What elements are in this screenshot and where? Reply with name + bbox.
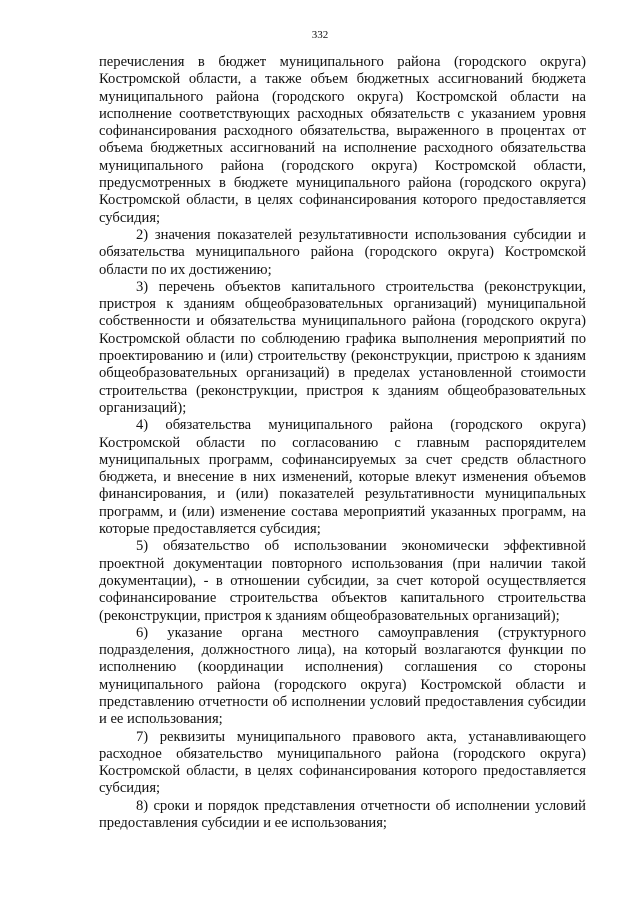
page-number: 332: [311, 29, 329, 41]
paragraph-item-2: 2) значения показателей результативности использования субсидии и обязательства муниципального района (городского округа) Костромской области по их достижению;: [99, 226, 586, 278]
paragraph-item-7: 7) реквизиты муниципального правового акта, устанавливающего расходное обязательство муниципального района (городского округа) Костромской области, в целях софинансирования которого предоставляется субсидия;: [99, 728, 586, 797]
paragraph-item-4: 4) обязательства муниципального района (городского округа) Костромской области по согласованию с главным распорядителем муниципальных программ, софинансируемых за счет средств областного бюджета, и внесение в них изменений, которые влекут изменения объемов финансирования, и (или) показателей результативности муниципальных программ, и (или) изменение состава мероприятий указанных программ, на которые предоставляется субсидия;: [99, 417, 586, 538]
document-body: [99, 54, 586, 832]
paragraph-item-8: 8) сроки и порядок представления отчетности об исполнении условий предоставления субсидии и ее использования;: [99, 797, 586, 832]
paragraph-item-6: 6) указание органа местного самоуправления (структурного подразделения, должностного лица), на который возлагаются функции по исполнению (координации исполнения) соглашения со стороны муниципального района (городского округа) Костромской области и представлению отчетности об исполнении условий предоставления субсидии и ее использования;: [99, 624, 586, 728]
paragraph-item-3: 3) перечень объектов капитального строительства (реконструкции, пристроя к зданиям общеобразовательных организаций) муниципальной собственности и обязательства муниципального района (городского округа) Костромской области по соблюдению графика выполнения мероприятий по проектированию и (или) строительству (реконструкции, пристрою к зданиям общеобразовательных организаций) в пределах установленной стоимости строительства (реконструкции, пристроя к зданиям общеобразовательных организаций);: [99, 278, 586, 416]
paragraph-continuation: перечисления в бюджет муниципального района (городского округа) Костромской области, а также объем бюджетных ассигнований бюджета муниципального района (городского округа) Костромской области на исполнение соответствующих расходных обязательств с указанием уровня софинансирования расходного обязательства, выраженного в процентах от объема бюджетных ассигнований на исполнение расходного обязательства муниципального района (городского округа) Костромской области, предусмотренных в бюджете муниципального района (городского округа) Костромской области, в целях софинансирования которого предоставляется субсидия;: [99, 54, 586, 226]
paragraph-item-5: 5) обязательство об использовании экономически эффективной проектной документации повторного использования (при наличии такой документации), - в отношении субсидии, за счет которой осуществляется софинансирование строительства объектов капитального строительства (реконструкции, пристроя к зданиям общеобразовательных организаций);: [99, 538, 586, 624]
